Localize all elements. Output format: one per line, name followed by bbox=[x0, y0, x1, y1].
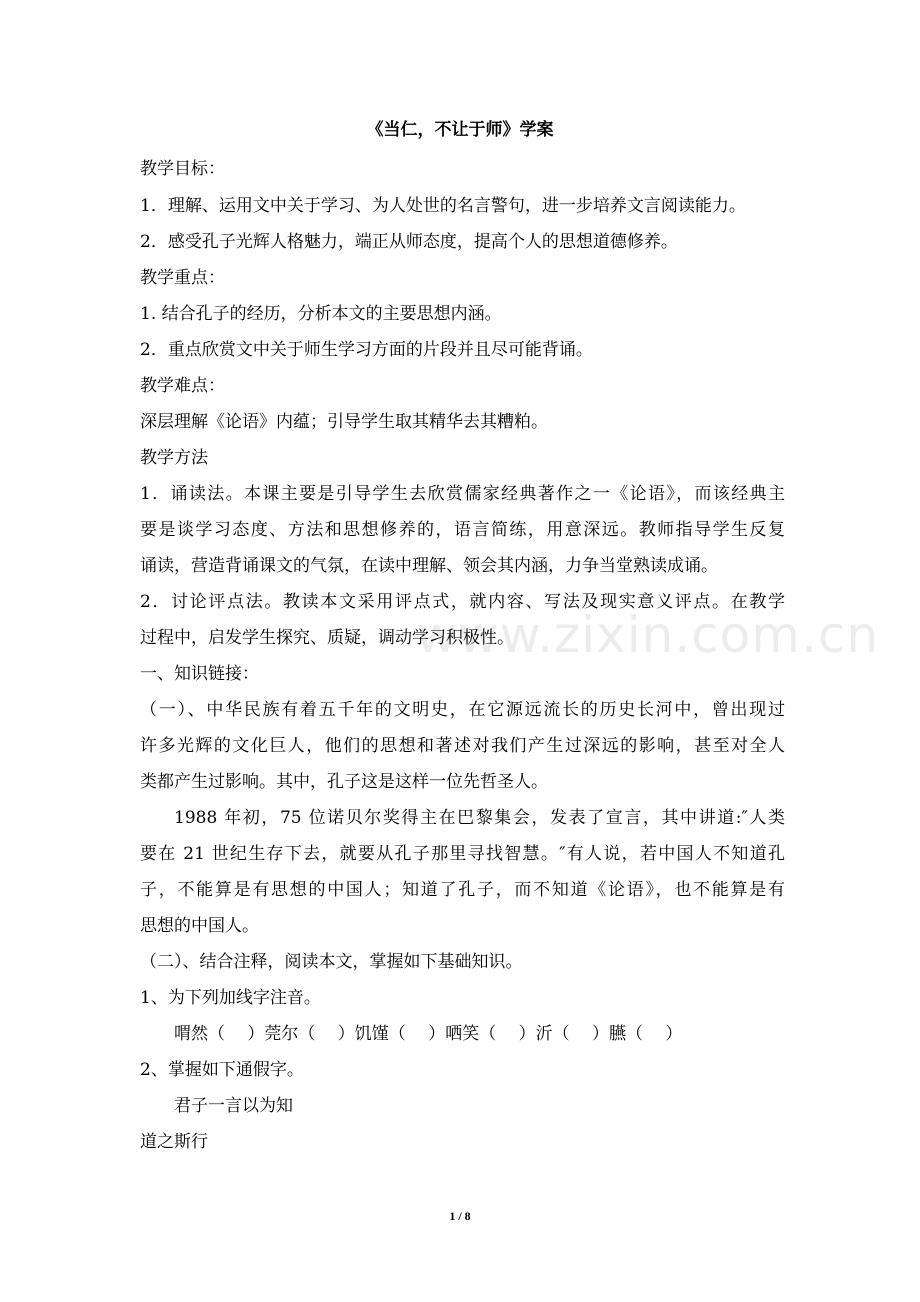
example-line: 道之斯行 bbox=[140, 1132, 208, 1152]
page-number: 1 / 8 bbox=[449, 1209, 471, 1223]
paragraph-line: 要在 21 世纪生存下去，就要从孔子那里寻找智慧。″有人说，若中国人不知道孔 bbox=[140, 844, 785, 864]
paragraph-line: 2．讨论评点法。教读本文采用评点式，就内容、写法及现实意义评点。在教学 bbox=[140, 592, 785, 612]
document-title: 《当仁，不让于师》学案 bbox=[366, 120, 554, 140]
section-heading-knowledge: 一、知识链接： bbox=[140, 664, 259, 684]
exercise-heading: 1、为下列加线字注音。 bbox=[140, 988, 321, 1008]
pronunciation-exercise: 喟然（ ）莞尔（ ）饥馑（ ）哂笑（ ）沂（ ）臙（ ） bbox=[174, 1024, 683, 1044]
paragraph-line: 2．感受孔子光辉人格魅力，端正从师态度，提高个人的思想道德修养。 bbox=[140, 232, 678, 252]
heading-teaching-goals: 教学目标： bbox=[140, 159, 225, 179]
heading-methods: 教学方法 bbox=[140, 448, 208, 468]
paragraph-line: 1．理解、运用文中关于学习、为人处世的名言警句，进一步培养文言阅读能力。 bbox=[140, 196, 746, 216]
heading-key-points: 教学重点： bbox=[140, 268, 225, 288]
paragraph-line: 许多光辉的文化巨人，他们的思想和著述对我们产生过深远的影响，甚至对全人 bbox=[140, 736, 785, 756]
subsection-heading: （二）、结合注释，阅读本文，掌握如下基础知识。 bbox=[140, 952, 523, 972]
watermark: www.zixin.com.cn bbox=[416, 606, 880, 664]
paragraph-line: 1. 结合孔子的经历，分析本文的主要思想内涵。 bbox=[140, 304, 502, 324]
example-line: 君子一言以为知 bbox=[174, 1096, 293, 1116]
paragraph-line: 1988 年初，75 位诺贝尔奖得主在巴黎集会，发表了宣言，其中讲道:″人类 bbox=[174, 808, 785, 828]
paragraph-line: 要是谈学习态度、方法和思想修养的，语言简练，用意深远。教师指导学生反复 bbox=[140, 520, 785, 540]
paragraph-line: 思想的中国人。 bbox=[140, 916, 259, 936]
paragraph-line: 子，不能算是有思想的中国人；知道了孔子，而不知道《论语》，也不能算是有 bbox=[140, 880, 785, 900]
paragraph-line: 类都产生过影响。其中，孔子这是这样一位先哲圣人。 bbox=[140, 772, 548, 792]
paragraph-line: 过程中，启发学生探究、质疑，调动学习积极性。 bbox=[140, 628, 514, 648]
paragraph-line: 深层理解《论语》内蕴；引导学生取其精华去其糟粕。 bbox=[140, 412, 548, 432]
paragraph-line: （一）、中华民族有着五千年的文明史，在它源远流长的历史长河中，曾出现过 bbox=[140, 700, 785, 720]
paragraph-line: 1．诵读法。本课主要是引导学生去欣赏儒家经典著作之一《论语》，而该经典主 bbox=[140, 484, 785, 504]
paragraph-line: 诵读，营造背诵课文的气氛，在读中理解、领会其内涵，力争当堂熟读成诵。 bbox=[140, 556, 718, 576]
heading-difficulties: 教学难点： bbox=[140, 376, 225, 396]
exercise-heading: 2、掌握如下通假字。 bbox=[140, 1060, 304, 1080]
paragraph-line: 2．重点欣赏文中关于师生学习方面的片段并且尽可能背诵。 bbox=[140, 340, 593, 360]
